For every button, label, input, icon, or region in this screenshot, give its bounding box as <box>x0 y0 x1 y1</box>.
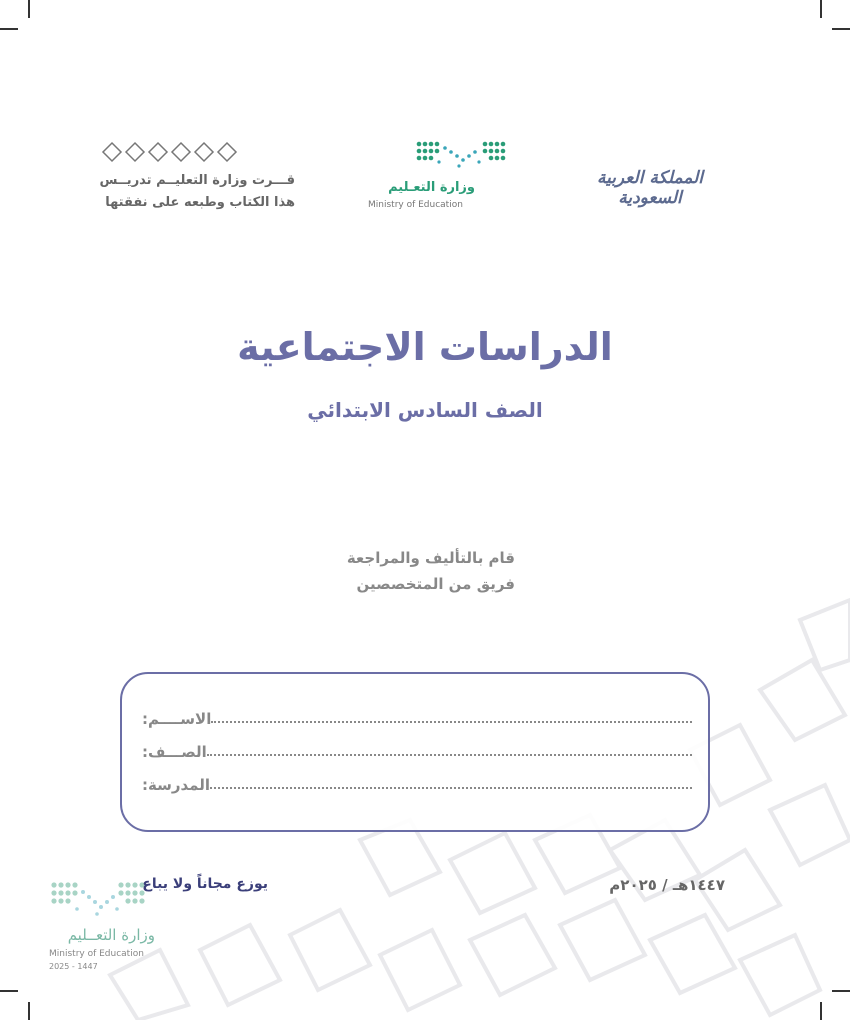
ministry-name-ar: وزارة التعـليم <box>388 180 475 195</box>
crop-mark <box>0 990 18 992</box>
ministry-name-en: Ministry of Education <box>368 200 463 210</box>
grade-title: الصف السادس الابتدائي <box>307 398 543 422</box>
crop-mark <box>28 1002 30 1020</box>
publication-year: ١٤٤٧هـ / ٢٠٢٥م <box>609 876 725 894</box>
school-line[interactable] <box>210 787 692 789</box>
class-label: الصـــف: <box>142 743 207 761</box>
crop-mark <box>28 0 30 18</box>
credit-line-1: قام بالتأليف والمراجعة <box>346 549 515 567</box>
ministry-name-en-footer: Ministry of Education <box>49 949 144 959</box>
crop-mark <box>0 28 18 30</box>
ministry-dots-icon <box>415 140 511 172</box>
class-field[interactable] <box>140 737 692 761</box>
name-field[interactable] <box>140 704 692 728</box>
approval-line-2: هذا الكتاب وطبعه على نفقتها <box>105 195 295 210</box>
authors-credit <box>300 545 515 597</box>
school-field[interactable] <box>140 770 692 794</box>
name-label: الاســــم: <box>142 710 212 728</box>
ministry-name-ar-footer: وزارة التعــليم <box>67 926 155 944</box>
credit-line-2: فريق من المتخصصين <box>356 575 515 593</box>
approval-statement <box>95 170 295 214</box>
student-info-box <box>120 672 710 832</box>
school-label: المدرسة: <box>142 776 210 794</box>
ministry-logo <box>365 140 515 215</box>
crop-mark <box>832 28 850 30</box>
ministry-year-footer: 2025 - 1447 <box>49 962 98 971</box>
crop-mark <box>820 1002 822 1020</box>
crop-mark <box>820 0 822 18</box>
book-title: الدراسات الاجتماعية <box>237 325 613 369</box>
distribution-note: يوزع مجاناً ولا يباع <box>142 876 268 892</box>
crop-mark <box>832 990 850 992</box>
approval-line-1: قـــرت وزارة التعليــم تدريــس <box>99 173 295 188</box>
name-line[interactable] <box>211 721 692 723</box>
kingdom-calligraphy: المملكة العربية السعودية <box>596 168 704 208</box>
class-line[interactable] <box>207 754 692 756</box>
ministry-logo-footer <box>45 880 185 980</box>
diamond-row-icon <box>100 140 245 164</box>
